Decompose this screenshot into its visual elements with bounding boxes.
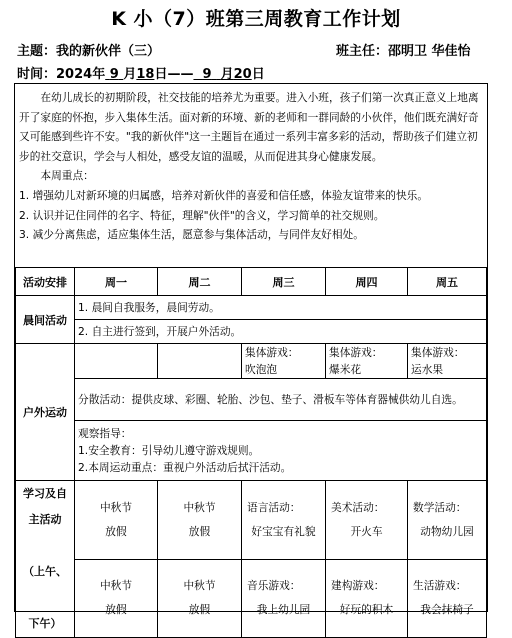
focus-point: 3. 减少分离焦虑，适应集体生活，愿意参与集体活动，与同伴友好相处。 xyxy=(19,228,364,242)
activity-cell: 中秋节 放假 xyxy=(75,481,158,560)
date-year: 2024 xyxy=(56,67,93,82)
activity-cell: 建构游戏： 好玩的积木 xyxy=(326,559,408,638)
activity-cell: 中秋节 放假 xyxy=(75,559,158,638)
header-cell: 周一 xyxy=(75,268,158,296)
outdoor-observe-row xyxy=(16,421,487,481)
morning-row-2 xyxy=(16,320,487,344)
morning-row-1 xyxy=(16,296,487,320)
learning-am-row xyxy=(16,481,487,560)
observe-item: 1.安全教育：引导幼儿遵守游戏规则。 xyxy=(78,444,260,457)
learning-pm-row xyxy=(16,559,487,638)
intro-paragraph: 在幼儿成长的初期阶段，社交技能的培养尤为重要。进入小班，孩子们第一次真正意义上地离开了家庭的怀抱，步入集体生活。面对新的环境、新的老师和一群同龄的小伙伴，他们既充满好奇又可能感到些许不安。"我的新伙伴"这一主题旨在通过一系列丰富多彩的活动，帮助孩子们建立初步的社交意识，学会与人相处，感受友谊的温暖，从而促进其身心健康发展。 xyxy=(19,91,479,163)
game-cell: 集体游戏： 爆米花 xyxy=(326,344,408,379)
date-day-unit: 日 xyxy=(154,67,168,82)
header-cell: 周四 xyxy=(326,268,408,296)
activity-cell: 中秋节 放假 xyxy=(158,559,242,638)
date-row xyxy=(17,63,265,82)
date-start-day: 18 xyxy=(136,67,155,82)
focus-point: 2. 认识并记住同伴的名字、特征，理解"伙伴"的含义，学习简单的社交规则。 xyxy=(19,208,385,222)
date-end-month: 9 xyxy=(202,67,212,82)
header-cell: 活动安排 xyxy=(16,268,75,296)
teachers-label: 班主任：邵明卫 华佳怡 xyxy=(336,44,471,59)
schedule-table xyxy=(15,267,487,638)
activity-cell: 数学活动： 动物幼儿园 xyxy=(408,481,487,560)
page-title: K 小（7）班第三周教育工作计划 xyxy=(111,8,401,30)
date-separator: —— xyxy=(167,67,194,82)
table-header-row xyxy=(16,268,487,296)
plan-frame xyxy=(14,83,488,630)
focus-point: 1. 增强幼儿对新环境的归属感，培养对新伙伴的喜爱和信任感，体验友谊带来的快乐。 xyxy=(19,188,429,202)
activity-cell: 音乐游戏： 我上幼儿园 xyxy=(242,559,326,638)
outdoor-label: 户外运动 xyxy=(16,344,75,481)
game-cell xyxy=(75,344,158,379)
scattered-activity: 分散活动：提供皮球、彩圈、轮胎、沙包、垫子、滑板车等体育器械供幼儿自选。 xyxy=(75,379,487,421)
date-year-unit: 年 xyxy=(92,67,106,82)
game-cell: 集体游戏： 吹泡泡 xyxy=(242,344,326,379)
activity-cell: 中秋节 放假 xyxy=(158,481,242,560)
date-label: 时间： xyxy=(17,67,57,82)
header-cell: 周二 xyxy=(158,268,242,296)
observe-guidance xyxy=(75,421,487,481)
activity-cell: 语言活动： 好宝宝有礼貌 xyxy=(242,481,326,560)
intro-section xyxy=(16,85,485,245)
observe-heading: 观察指导： xyxy=(78,427,132,440)
observe-item: 2.本周运动重点：重视户外活动后拭汗活动。 xyxy=(78,461,292,474)
header-cell: 周三 xyxy=(242,268,326,296)
date-end-day-unit: 日 xyxy=(251,67,265,82)
outdoor-scattered-row xyxy=(16,379,487,421)
learning-label: 学习及自 主活动 （上午、 下午） xyxy=(16,481,75,638)
date-end-day: 20 xyxy=(233,67,252,82)
activity-cell: 美术活动： 开火车 xyxy=(326,481,408,560)
date-month-unit: 月 xyxy=(123,67,137,82)
outdoor-games-row xyxy=(16,344,487,379)
morning-item: 1. 晨间自我服务，晨间劳动。 xyxy=(75,296,487,320)
focus-heading: 本周重点： xyxy=(40,169,94,183)
header-cell: 周五 xyxy=(408,268,487,296)
date-start-month: 9 xyxy=(109,67,119,82)
morning-item: 2. 自主进行签到，开展户外活动。 xyxy=(75,320,487,344)
game-cell xyxy=(158,344,242,379)
activity-cell: 生活游戏： 我会抹椅子 xyxy=(408,559,487,638)
date-end-month-unit: 月 xyxy=(220,67,234,82)
game-cell: 集体游戏： 运水果 xyxy=(408,344,487,379)
morning-label: 晨间活动 xyxy=(16,296,75,344)
theme-label: 主题：我的新伙伴（三） xyxy=(17,44,161,59)
